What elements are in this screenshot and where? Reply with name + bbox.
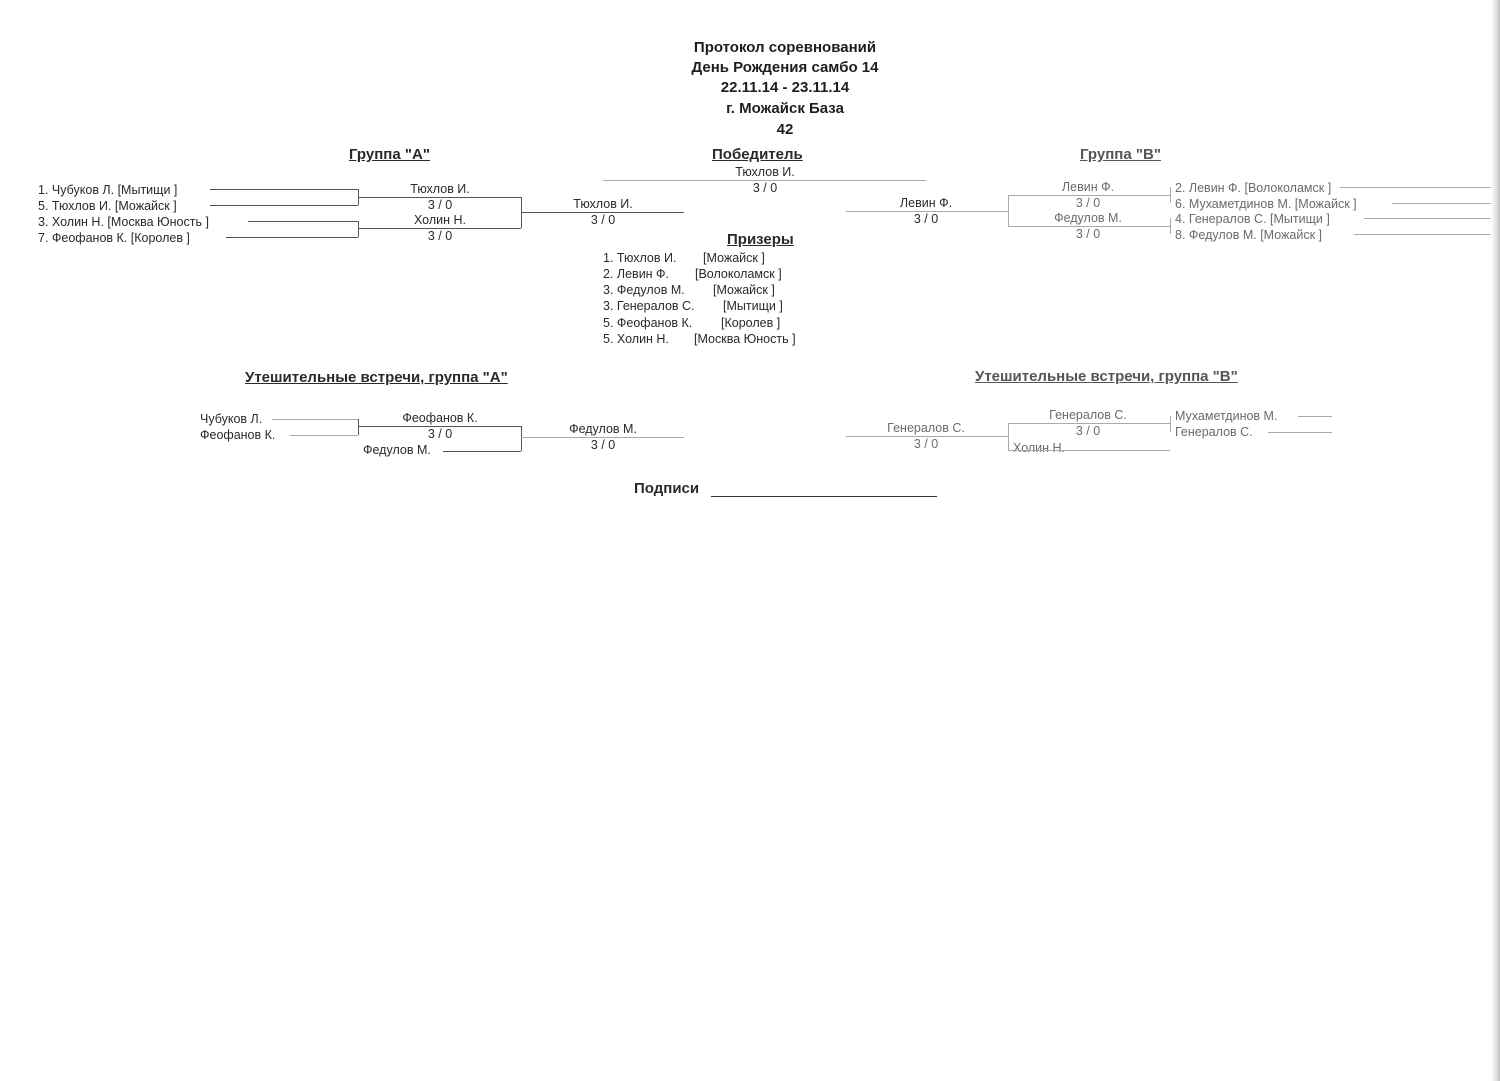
prize-club: [Москва Юность ] — [694, 332, 796, 346]
group-b-final-score: 3 / 0 — [913, 212, 939, 226]
title-weight: 42 — [776, 121, 794, 138]
line — [248, 221, 358, 222]
prize-club: [Королев ] — [721, 316, 781, 330]
consolation-b-r1-score: 3 / 0 — [1075, 424, 1101, 438]
prize-name: 3. Федулов М. — [603, 283, 685, 297]
title-dates: 22.11.14 - 23.11.14 — [720, 79, 850, 96]
group-b-r1-2-name: Федулов М. — [1054, 211, 1122, 225]
group-a-r1-1-score: 3 / 0 — [427, 198, 453, 212]
consolation-a-final-score: 3 / 0 — [590, 438, 616, 452]
prize-club: [Можайск ] — [713, 283, 775, 297]
winner-name: Тюхлов И. — [735, 165, 795, 179]
line — [358, 419, 359, 435]
line — [1008, 423, 1009, 450]
consolation-b-player-2: Генералов С. — [1175, 425, 1253, 439]
group-b-r1-1-score: 3 / 0 — [1075, 196, 1101, 210]
consolation-a-r1-score: 3 / 0 — [427, 427, 453, 441]
group-a-entry-3: 3. Холин Н. [Москва Юность ] — [38, 215, 209, 229]
consolation-a-r1-name: Феофанов К. — [402, 411, 478, 425]
consolation-a-title: Утешительные встречи, группа "А" — [245, 369, 508, 386]
line — [210, 205, 358, 206]
line — [1170, 187, 1171, 203]
consolation-b-player-1: Мухаметдинов М. — [1175, 409, 1278, 423]
line — [521, 426, 522, 451]
prize-name: 3. Генералов С. — [603, 299, 695, 313]
line — [358, 221, 359, 237]
consolation-a-player-3: Федулов М. — [363, 443, 431, 457]
prize-club: [Можайск ] — [703, 251, 765, 265]
line — [290, 435, 358, 436]
line — [1268, 432, 1332, 433]
line — [1392, 203, 1493, 204]
consolation-a-player-2: Феофанов К. — [200, 428, 276, 442]
title-line-1: Протокол соревнований — [693, 39, 877, 56]
group-b-title: Группа "В" — [1080, 146, 1161, 163]
prize-club: [Волоколамск ] — [695, 267, 782, 281]
group-a-entry-4: 7. Феофанов К. [Королев ] — [38, 231, 190, 245]
group-b-final-name: Левин Ф. — [899, 196, 953, 210]
consolation-a-player-1: Чубуков Л. — [200, 412, 263, 426]
signatures-label: Подписи — [634, 480, 700, 497]
line — [1340, 187, 1493, 188]
line — [226, 237, 358, 238]
line — [443, 451, 521, 452]
prize-name: 5. Феофанов К. — [603, 316, 693, 330]
group-b-r1-1-name: Левин Ф. — [1061, 180, 1115, 194]
prize-name: 1. Тюхлов И. — [603, 251, 677, 265]
consolation-b-player-3: Холин Н. — [1013, 441, 1066, 455]
line — [1008, 450, 1170, 451]
line — [1354, 234, 1493, 235]
consolation-b-title: Утешительные встречи, группа "В" — [975, 368, 1238, 385]
signature-line — [711, 496, 937, 497]
line — [1170, 218, 1171, 234]
group-a-r1-1-name: Тюхлов И. — [410, 182, 470, 196]
line — [1008, 195, 1009, 226]
title-line-2: День Рождения самбо 14 — [691, 59, 879, 76]
group-b-entry-4: 8. Федулов М. [Можайск ] — [1175, 228, 1323, 242]
consolation-b-final-name: Генералов С. — [887, 421, 965, 435]
prize-name: 5. Холин Н. — [603, 332, 669, 346]
winner-title: Победитель — [712, 146, 803, 163]
scan-edge — [1491, 0, 1500, 1081]
group-b-r1-2-score: 3 / 0 — [1075, 227, 1101, 241]
group-b-entry-3: 4. Генералов С. [Мытищи ] — [1175, 212, 1330, 226]
group-a-entry-1: 1. Чубуков Л. [Мытищи ] — [38, 183, 178, 197]
prize-club: [Мытищи ] — [723, 299, 783, 313]
group-b-entry-2: 6. Мухаметдинов М. [Можайск ] — [1175, 197, 1357, 211]
group-a-r1-2-score: 3 / 0 — [427, 229, 453, 243]
line — [210, 189, 358, 190]
line — [1298, 416, 1332, 417]
group-a-r1-2-name: Холин Н. — [413, 213, 467, 227]
group-a-final-score: 3 / 0 — [590, 213, 616, 227]
line — [1170, 416, 1171, 432]
prize-name: 2. Левин Ф. — [603, 267, 670, 281]
consolation-a-final-name: Федулов М. — [569, 422, 637, 436]
group-a-title: Группа "А" — [349, 146, 430, 163]
prizes-title: Призеры — [727, 231, 794, 248]
group-a-entry-2: 5. Тюхлов И. [Можайск ] — [38, 199, 177, 213]
line — [272, 419, 358, 420]
title-location: г. Можайск База — [726, 100, 844, 117]
line — [1364, 218, 1493, 219]
group-a-final-name: Тюхлов И. — [573, 197, 633, 211]
consolation-b-final-score: 3 / 0 — [913, 437, 939, 451]
consolation-b-r1-name: Генералов С. — [1049, 408, 1127, 422]
winner-score: 3 / 0 — [752, 181, 778, 195]
group-b-entry-1: 2. Левин Ф. [Волоколамск ] — [1175, 181, 1332, 195]
